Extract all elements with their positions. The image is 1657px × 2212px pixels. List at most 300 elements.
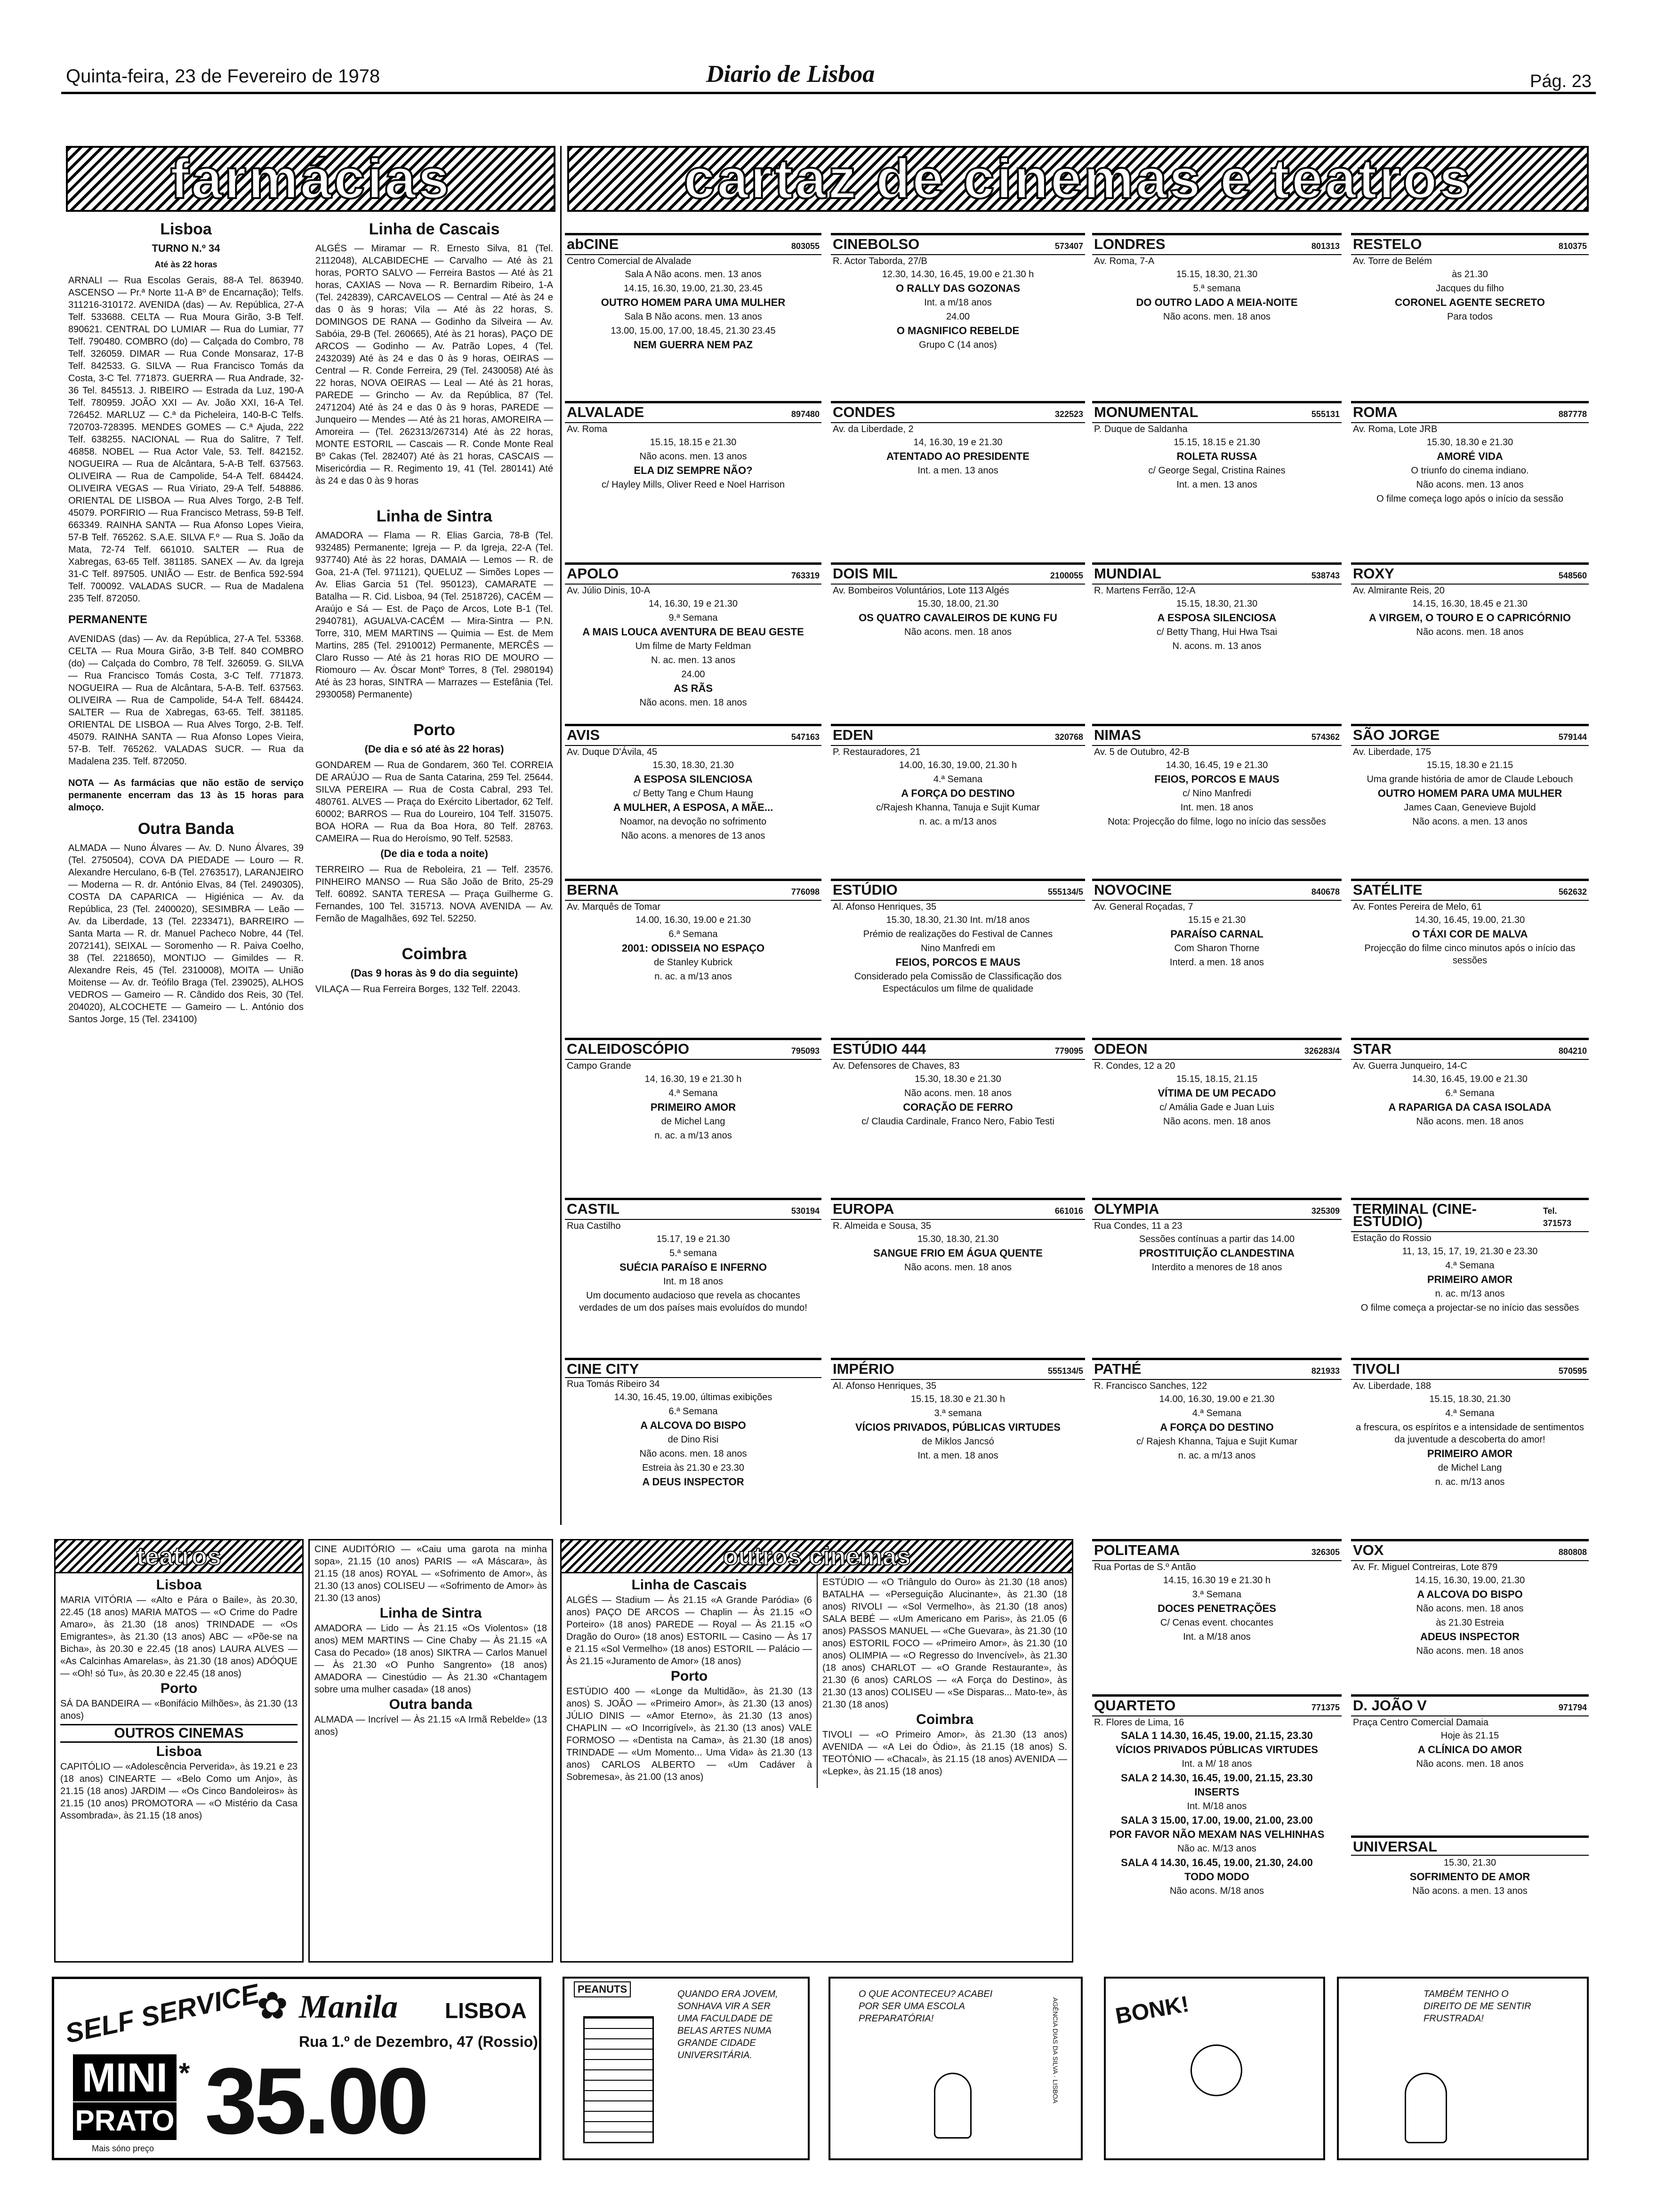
cinema-line: Não acons. a men. 13 anos xyxy=(1412,1886,1528,1896)
cinema-line: SOFRIMENTO DE AMOR xyxy=(1409,1871,1530,1883)
cinema-address: Centro Comercial de Alvalade xyxy=(565,254,821,267)
cinema-name: TIVOLI xyxy=(1353,1361,1400,1377)
header-rule xyxy=(61,92,1596,94)
teatros-box xyxy=(54,1539,304,1963)
cinema-address: Av. Almirante Reis, 20 xyxy=(1351,584,1589,597)
cinema-line: A ALCOVA DO BISPO xyxy=(640,1419,746,1431)
cinema-phone: 548560 xyxy=(1558,571,1587,580)
cinema-address: Al. Afonso Henriques, 35 xyxy=(831,900,1085,913)
cinema-address: Av. Júlio Dinis, 10-A xyxy=(565,584,821,597)
ad-prato: PRATO xyxy=(73,2102,177,2140)
cinema-line: NEM GUERRA NEM PAZ xyxy=(634,339,753,351)
cinema-name-row xyxy=(1092,726,1342,745)
cinema-line: 15.15, 18.30, 21.30 xyxy=(1176,599,1258,609)
cinema-listing xyxy=(565,724,821,873)
teatros-outra-list: ALMADA — Incrível — Às 21.15 «A Irmã Rebelde» (13 anos) xyxy=(314,1715,547,1737)
ad-mini: MINI xyxy=(73,2054,177,2101)
cinema-listing xyxy=(1351,1358,1589,1533)
cinema-phone: 555134/5 xyxy=(1047,1366,1083,1376)
cinema-address: Av. Defensores de Chaves, 83 xyxy=(831,1059,1085,1072)
cinema-line: 15.15, 18.15 e 21.30 xyxy=(1174,437,1260,448)
cinema-name-row xyxy=(1351,565,1589,584)
cinema-name-row xyxy=(831,1200,1085,1219)
cinema-name-row xyxy=(1092,565,1342,584)
cinema-line: de Stanley Kubrick xyxy=(654,957,732,968)
cinema-line: Não acons. M/18 anos xyxy=(1169,1886,1264,1896)
cinema-line: 4.ª Semana xyxy=(1445,1260,1495,1271)
cinema-name: IMPÉRIO xyxy=(833,1361,894,1377)
sintra-heading: Linha de Sintra xyxy=(376,507,492,525)
cinema-listing xyxy=(565,879,821,1032)
cinema-line: SALA 2 14.30, 16.45, 19.00, 21.15, 23.30 xyxy=(1121,1772,1313,1784)
cinema-line: Não acons. men. 18 anos xyxy=(1416,1646,1524,1656)
comic-balloon-1: QUANDO ERA JOVEM, SONHAVA VIR A SER UMA FACULDADE DE BELAS ARTES NUMA GRANDE CIDADE UNIVERSITÁRIA. xyxy=(677,1989,778,2060)
cinema-listing xyxy=(831,233,1085,395)
cinema-line: 14.00, 16.30, 19.00 e 21.30 xyxy=(1159,1394,1275,1404)
cinema-name-row xyxy=(1092,1360,1342,1379)
schoolhouse-icon xyxy=(583,2016,654,2143)
cinema-name: ALVALADE xyxy=(567,404,644,420)
cinema-address: R. Almeida e Sousa, 35 xyxy=(831,1219,1085,1232)
cinema-line: O filme começa a projectar-se no início das sessões xyxy=(1360,1303,1579,1313)
cinema-phone: 776098 xyxy=(791,887,820,897)
farmacias-col-1 xyxy=(68,214,304,1527)
cinema-line: C/ Cenas event. chocantes xyxy=(1160,1618,1274,1628)
cinema-name-row xyxy=(1351,403,1589,422)
cinema-phone: 810375 xyxy=(1558,241,1587,251)
cinema-line: OUTRO HOMEM PARA UMA MULHER xyxy=(1377,787,1562,799)
cinema-line: às 21.30 xyxy=(1452,269,1488,280)
page-number: Pág. 23 xyxy=(1530,72,1592,91)
cinema-name-row xyxy=(831,1360,1085,1379)
cinema-line: FEIOS, PORCOS E MAUS xyxy=(1154,773,1279,785)
cinema-line: Int. a men. 18 anos xyxy=(917,1451,998,1461)
cinema-line: 15.15, 18.30 e 21.30 h xyxy=(910,1394,1005,1404)
comic-credit: AGÊNCIA DIAS DA SILVA · LISBOA xyxy=(1052,1997,1059,2104)
cinema-line: PRIMEIRO AMOR xyxy=(650,1101,736,1113)
cinema-line: 4.ª Semana xyxy=(1445,1408,1495,1419)
cinema-line: 15.15, 18.30 e 21.15 xyxy=(1426,760,1513,770)
cinema-line: Um documento audacioso que revela as chocantes verdades de um dos países mais evoluídos do mundo! xyxy=(579,1290,807,1313)
cinema-line: 15.30, 18.30, 21.30 xyxy=(652,760,734,770)
ad-address: Rua 1.º de Dezembro, 47 (Rossio) xyxy=(299,2033,538,2050)
outros-cinemas-title: outros cinemas xyxy=(562,1540,1072,1573)
cinema-name-row xyxy=(1092,403,1342,422)
cinema-listing xyxy=(1351,879,1589,1032)
cinema-address: Av. Duque D'Ávila, 45 xyxy=(565,745,821,758)
cinema-line: OUTRO HOMEM PARA UMA MULHER xyxy=(601,297,786,308)
cinema-phone: Tel. 371573 xyxy=(1543,1206,1571,1228)
cinema-line: Com Sharon Thorne xyxy=(1174,943,1260,954)
teatros-sintra-list: AMADORA — Lido — Às 21.15 «Os Violentos» (18 anos) MEM MARTINS — Cine Chaby — Às 21.15 «A Casa do Pecado» (18 anos) SIKTRA — Carlos Manuel — Às 21.30 «O Punho Sangrento» (18 anos) AMADORA — Cinestúdio — Às 21.30 «Chantagem sobre uma mulher casada» (18 anos) xyxy=(314,1623,547,1695)
cinema-listing xyxy=(1351,562,1589,718)
permanente-heading: PERMANENTE xyxy=(68,613,148,626)
cinema-line: Int. a m/18 anos xyxy=(924,297,992,308)
cinema-line: 12.30, 14.30, 16.45, 19.00 e 21.30 h xyxy=(882,269,1034,280)
cinema-name: CASTIL xyxy=(567,1201,619,1217)
cinema-listing xyxy=(565,1038,821,1192)
cinema-line: de Dino Risi xyxy=(668,1435,719,1445)
cinema-line: SALA 3 15.00, 17.00, 19.00, 21.00, 23.00 xyxy=(1121,1814,1313,1826)
oc-porto-list: ESTÚDIO 400 — «Longe da Multidão», às 21.30 (13 anos) S. JOÃO — «Primeiro Amor», às 21.30 (13 anos) JÚLIO DINIS — «Amor Eterno», às 21.30 (13 anos) CHAPLIN — «O Incorrigível», às 21.30 (13 anos) VALE FORMOSO — «Dentista na Cama», às 21.30 (18 anos) TRINDADE — «Um Momento... Uma Vida» às 21.30 (13 anos) CARLOS ALBERTO — «Um Cadáver à Sobremesa», às 21.00 (13 anos) xyxy=(566,1686,812,1782)
cartaz-banner xyxy=(567,146,1589,212)
cinema-line: 3.ª semana xyxy=(934,1408,982,1419)
cinema-name-row xyxy=(1092,1541,1342,1560)
cinema-line: Int. m 18 anos xyxy=(663,1276,723,1287)
cinema-phone: 574362 xyxy=(1311,732,1340,742)
cinema-phone: 320768 xyxy=(1054,732,1083,742)
cinema-address: Rua Castilho xyxy=(565,1219,821,1232)
cinema-line: c/ Amália Gade e Juan Luis xyxy=(1159,1102,1274,1113)
cinema-line: 6.ª Semana xyxy=(668,1406,718,1417)
cinema-line: Não acons. men. 18 anos xyxy=(1163,1116,1271,1127)
porto-sub-2: (De dia e toda a noite) xyxy=(380,848,488,859)
cinema-line: 14, 16.30, 19 e 21.30 xyxy=(913,437,1003,448)
cinema-line: Sala A Não acons. men. 13 anos xyxy=(625,269,762,280)
cinema-listing xyxy=(831,1038,1085,1192)
cinema-address: Av. General Roçadas, 7 xyxy=(1092,900,1342,913)
cinema-line: TODO MODO xyxy=(1184,1871,1249,1883)
comic-balloon-4: TAMBÉM TENHO O DIREITO DE ME SENTIR FRUSTRADA! xyxy=(1424,1989,1531,2024)
cinema-line: O RALLY DAS GOZONAS xyxy=(895,282,1021,294)
character-icon-3 xyxy=(1405,2073,1447,2143)
cinema-line: Não acons. men. 13 anos xyxy=(1416,480,1524,490)
cinema-name: LONDRES xyxy=(1094,236,1166,252)
cinema-phone: 803055 xyxy=(791,241,820,251)
cinema-listing xyxy=(1092,1539,1342,1689)
cinema-line: A MULHER, A ESPOSA, A MÃE... xyxy=(613,801,773,813)
cinema-line: O MAGNIFICO REBELDE xyxy=(896,325,1020,337)
cinema-line: INSERTS xyxy=(1194,1786,1239,1798)
cinema-listing xyxy=(831,562,1085,718)
outros-cinemas-heading: OUTROS CINEMAS xyxy=(60,1724,298,1743)
cinema-name-row xyxy=(565,565,821,584)
cinema-line: VÍTIMA DE UM PECADO xyxy=(1158,1087,1276,1099)
cascais-list: ALGÉS — Miramar — R. Ernesto Silva, 81 (Tel. 2112048), ALCABIDECHE — Carvalho — Até às 21 horas, PORTO SALVO — Ferreira Bastos — Até às 21 horas, CAXIAS — Nova — R. Bernardim Ribeiro, 1-A (Tel. 242839), CARCAVELOS — Central — Até às 24 e das 0 às 9 horas; Vila — Até às 22 horas, S. DOMINGOS DE RANA — Godinho da Silveira — Av. Sabóia, 29-B (Tel. 260665), Até às 21 horas), PAÇO DE ARCOS — Godinho — Av. Patrão Lopes, 4 (Tel. 2432039) Até às 24 e das 0 às 9 horas, OEIRAS — Central — R. Conde Ferreira, 29 (Tel. 2430058) Até às 22 horas, NOVA OEIRAS — Leal — Até às 21 horas, PAREDE — Grincho — Av. da República, 87 (Tel. 2471204) Até às 24 e das 0 às 9 horas, PAREDE — Junqueiro — Mendes — Até às 21 horas, AMOREIRA — Amoreira — (Tel. 262313/267314) Até às 22 horas, MONTE ESTORIL — Cascais — R. Conde Monte Real Bº Cakas (Tel. 282407) Até às 21 horas, CASCAIS — Misericórdia — R. Regimento 19, 41 (Tel. 280141) Até às 24 e das 0 às 9 horas xyxy=(315,243,553,486)
cinema-name: NIMAS xyxy=(1094,727,1141,743)
cinema-name-row xyxy=(831,565,1085,584)
farmacias-title: farmácias xyxy=(170,147,451,210)
cinema-phone: 771375 xyxy=(1311,1703,1340,1712)
cinema-phone: 573407 xyxy=(1054,241,1083,251)
cinema-line: n. ac. a m/13 anos xyxy=(654,1130,732,1141)
cinema-name-row xyxy=(565,1040,821,1059)
cinema-line: SALA 1 14.30, 16.45, 19.00, 21.15, 23.30 xyxy=(1121,1730,1313,1741)
cinema-line: Hoje às 21.15 xyxy=(1440,1731,1499,1741)
cinema-line: Não acons. a men. 13 anos xyxy=(1412,817,1528,827)
cinema-line: VÍCIOS PRIVADOS PÚBLICAS VIRTUDES xyxy=(1116,1744,1318,1755)
cinema-name: ODEON xyxy=(1094,1041,1148,1057)
cinema-line: c/ Hayley Mills, Oliver Reed e Noel Harrison xyxy=(601,480,785,490)
cinema-address: Av. Roma xyxy=(565,422,821,435)
cinema-name: CINE CITY xyxy=(567,1361,639,1377)
cinema-line: Int. a men. 13 anos xyxy=(1176,480,1257,490)
cinema-line: 14.15, 16.30, 19.00, 21.30 xyxy=(1415,1575,1525,1586)
cinema-phone: 555134/5 xyxy=(1047,887,1083,897)
cinema-phone: 804210 xyxy=(1558,1046,1587,1056)
cinema-address: R. Martens Ferrão, 12-A xyxy=(1092,584,1342,597)
cinema-line: Não acons. men. 18 anos xyxy=(1416,627,1524,637)
cinema-line: A MAIS LOUCA AVENTURA DE BEAU GESTE xyxy=(582,626,804,638)
cinema-line: Não acons. men. 18 anos xyxy=(1416,1116,1524,1127)
cinema-phone: 887778 xyxy=(1558,409,1587,419)
cinema-name-row xyxy=(1351,1040,1589,1059)
cinema-line: POR FAVOR NÃO MEXAM NAS VELHINHAS xyxy=(1109,1828,1325,1840)
coimbra-heading: Coimbra xyxy=(402,945,467,963)
cinema-line: Não acons. men. 18 anos xyxy=(1416,1603,1524,1614)
cinema-line: PROSTITUIÇÃO CLANDESTINA xyxy=(1139,1247,1295,1259)
cinema-line: c/ Betty Tang e Chum Haung xyxy=(633,788,754,799)
cinema-line: SUÉCIA PARAÍSO E INFERNO xyxy=(619,1261,767,1273)
oc-cascais-heading: Linha de Cascais xyxy=(631,1577,747,1593)
teatros-sintra-heading: Linha de Sintra xyxy=(379,1605,482,1621)
cinema-name-row xyxy=(1351,1360,1589,1379)
ad-self-service: SELF SERVICE xyxy=(62,1978,262,2049)
cinema-name: PATHÉ xyxy=(1094,1361,1142,1377)
porto-sub: (De dia e só até às 22 horas) xyxy=(364,743,504,755)
cinema-line: Interd. a men. 18 anos xyxy=(1169,957,1264,968)
cinema-line: A ESPOSA SILENCIOSA xyxy=(634,773,753,785)
cinema-address: Rua Condes, 11 a 23 xyxy=(1092,1219,1342,1232)
cinema-line: Int. a M/18 anos xyxy=(1183,1632,1251,1642)
sintra-list: AMADORA — Flama — R. Elias Garcia, 78-B (Tel. 932485) Permanente; Igreja — P. da Igreja, 22-A (Tel. 937740) Até às 22 horas, DAMAIA — Lemos — R. de Goa, 21-A (Tel. 971121), QUELUZ — Simões Lopes — Av. Elias Garcia 51 (Tel. 950123), CAMARATE — Batalha — R. Cid. Lisboa, 94 (Tel. 2518726), CACÉM — Araújo e Sá — Est. de Paço de Arcos, Lote B-1 (Tel. 2940781), AGUALVA-CACÉM — Mira-Sintra — P.N. Torre, 310, MEM MARTINS — Quimia — Est. de Mem Martins, 285 (Tel. 2910012) Permanente, MERCÊS — Claro Russo — Até às 21 horas RIO DE MOURO — Riomouro — Av. Óscar Montº Torres, 8 (Tel. 2980194) Até às 23 horas, SINTRA — Marrazes — Estefânia (Tel. 2930058) Permanente) xyxy=(315,530,553,700)
cinema-line: 6.ª Semana xyxy=(668,929,718,939)
cinema-name: DOIS MIL xyxy=(833,565,898,582)
cinema-phone: 326283/4 xyxy=(1304,1046,1340,1056)
cinema-phone: 840678 xyxy=(1311,887,1340,897)
comic-panel-4 xyxy=(1337,1977,1589,2160)
cinema-listing xyxy=(1092,1198,1342,1352)
cinema-listing xyxy=(565,562,821,718)
ad-asterisk: * xyxy=(179,2057,190,2089)
cinema-line: Sala B Não acons. men. 13 anos xyxy=(624,312,762,322)
cinema-line: DOCES PENETRAÇÕES xyxy=(1158,1603,1276,1614)
cinema-phone: 763319 xyxy=(791,571,820,580)
cinema-line: c/ Betty Thang, Hui Hwa Tsai xyxy=(1156,627,1278,637)
cinema-line: A FORÇA DO DESTINO xyxy=(901,787,1015,799)
cinema-line: A DEUS INSPECTOR xyxy=(642,1476,744,1488)
cinema-line: Int. a men. 13 anos xyxy=(917,465,998,476)
cinema-address: Av. Fontes Pereira de Melo, 61 xyxy=(1351,900,1589,913)
cinema-listing xyxy=(1351,233,1589,395)
cinema-line: Não acons. men. 18 anos xyxy=(1163,312,1271,322)
porto-list-2: TERREIRO — Rua de Reboleira, 21 — Telf. 23576. PINHEIRO MANSO — Rua São João de Brito, 25-29 Telf. 60892. SANTA TERESA — Praça Guilherme G. Fernandes, 100 Tel. 315713. NOVA AVENIDA — Av. Fernão de Magalhães, 692 Tel. 52250. xyxy=(315,865,553,924)
cinema-address: Av. Bombeiros Voluntários, Lote 113 Algés xyxy=(831,584,1085,597)
cinema-line: Considerado pela Comissão de Classificação dos Espectáculos um filme de qualidade xyxy=(854,971,1062,994)
cinema-listing xyxy=(1351,1198,1589,1352)
cinema-line: DO OUTRO LADO A MEIA-NOITE xyxy=(1136,297,1298,308)
cinema-line: Projecção do filme cinco minutos após o início das sessões xyxy=(1364,943,1576,966)
cinema-name-row xyxy=(831,403,1085,422)
ad-lisboa: LISBOA xyxy=(445,1998,527,2023)
cinema-line: Estreia às 21.30 e 23.30 xyxy=(642,1463,744,1473)
cinema-name-row xyxy=(565,1200,821,1219)
cinema-phone: 880808 xyxy=(1558,1547,1587,1557)
cinema-name: BERNA xyxy=(567,882,619,898)
cinema-phone: 801313 xyxy=(1311,241,1340,251)
coimbra-list: VILAÇA — Rua Ferreira Borges, 132 Telf. 22043. xyxy=(315,984,521,994)
cinema-name: ROMA xyxy=(1353,404,1398,420)
cinema-line: Não acons. men. 18 anos xyxy=(639,697,747,708)
cinema-line: n. ac. a m/13 anos xyxy=(919,817,997,827)
cinema-line: de Miklos Jancsó xyxy=(922,1436,994,1447)
cinema-line: Uma grande história de amor de Claude Lebouch xyxy=(1367,774,1573,785)
cinema-listing xyxy=(565,1358,821,1524)
cinema-line: Grupo C (14 anos) xyxy=(919,340,997,350)
cinema-line: CORAÇÃO DE FERRO xyxy=(903,1101,1013,1113)
comic-panel-2 xyxy=(828,1977,1083,2160)
cinema-listing xyxy=(1092,1694,1342,1898)
cinema-line: 14.30, 16.45, 19.00, últimas exibições xyxy=(614,1392,772,1403)
cinema-name: SÃO JORGE xyxy=(1353,727,1440,743)
cinema-phone: 897480 xyxy=(791,409,820,419)
coimbra-sub: (Das 9 horas às 9 do dia seguinte) xyxy=(350,967,518,979)
cinema-line: FEIOS, PORCOS E MAUS xyxy=(895,956,1021,968)
cinema-line: N. ac. men. 13 anos xyxy=(651,655,735,665)
cinema-name: EUROPA xyxy=(833,1201,894,1217)
cinema-phone: 325309 xyxy=(1311,1206,1340,1216)
cinema-line: ELA DIZ SEMPRE NÃO? xyxy=(634,465,753,476)
nota: NOTA — As farmácias que não estão de serviço permanente encerram das 13 às 15 horas para almoço. xyxy=(68,778,304,813)
cinema-line: 5.ª semana xyxy=(1193,283,1241,294)
cinema-name: VOX xyxy=(1353,1542,1384,1558)
farmacias-col-2 xyxy=(315,214,553,1527)
cinema-phone: 530194 xyxy=(791,1206,820,1216)
cinema-line: Jacques du filho xyxy=(1436,283,1504,294)
cinema-line: a frescura, os espíritos e a intensidade de sentimentos da juventude a descoberta do amor! xyxy=(1356,1422,1584,1445)
character-icon xyxy=(934,2073,972,2139)
column-divider xyxy=(560,146,562,1525)
cinema-name-row xyxy=(565,1360,821,1377)
teatros-box-col2 xyxy=(308,1539,553,1963)
cinema-line: 4.ª Semana xyxy=(668,1088,718,1098)
cinema-line: Int. M/18 anos xyxy=(1187,1801,1247,1811)
cinema-line: Nota: Projecção do filme, logo no início das sessões xyxy=(1108,817,1326,827)
teatros-porto-list: SÁ DA BANDEIRA — «Bonifácio Milhões», às 21.30 (13 anos) xyxy=(60,1699,298,1721)
cinema-line: 14, 16.30, 19 e 21.30 h xyxy=(644,1074,742,1084)
cinema-name-row xyxy=(1092,1200,1342,1219)
cinema-line: 14.30, 16.45, 19.00, 21.30 xyxy=(1415,915,1525,925)
cinema-name: CALEIDOSCÓPIO xyxy=(567,1041,690,1057)
cinema-line: 4.ª Semana xyxy=(933,774,983,785)
cinema-address: R. Flores de Lima, 16 xyxy=(1092,1715,1342,1729)
cinema-line: PARAÍSO CARNAL xyxy=(1170,928,1263,940)
cinema-address: P. Duque de Saldanha xyxy=(1092,422,1342,435)
ad-note: Mais sóno preço xyxy=(92,2144,154,2153)
cinema-line: 3.ª Semana xyxy=(1192,1589,1242,1600)
cinema-line: N. acons. m. 13 anos xyxy=(1172,641,1262,651)
cinema-listing xyxy=(1092,879,1342,1032)
cinema-address: Estação do Rossio xyxy=(1351,1231,1589,1244)
cinema-line: Não ac. M/13 anos xyxy=(1177,1843,1256,1854)
cinema-line: Não acons. a menores de 13 anos xyxy=(621,831,765,841)
cinema-line: 15.30, 18.30, 21.30 xyxy=(917,1234,999,1244)
cinema-line: 15.15, 18.30, 21.30 xyxy=(1176,269,1258,280)
cinema-line: 15.15, 18.15 e 21.30 xyxy=(650,437,737,448)
ad-price: 35.00 xyxy=(205,2049,426,2154)
outros-cinemas-box xyxy=(560,1539,1073,1963)
cinema-line: ROLETA RUSSA xyxy=(1176,450,1257,462)
character-icon-2 xyxy=(1190,2044,1242,2096)
cinema-name-row xyxy=(1351,1541,1589,1560)
cinema-name-row xyxy=(831,235,1085,254)
cinema-line: A VIRGEM, O TOURO E O CAPRICÓRNIO xyxy=(1368,612,1571,624)
cinema-line: 2001: ODISSEIA NO ESPAÇO xyxy=(621,942,765,954)
cinema-line: A ESPOSA SILENCIOSA xyxy=(1157,612,1277,624)
cinema-line: 15.30, 18.30, 21.30 Int. m/18 anos xyxy=(886,915,1030,925)
cinema-line: A ALCOVA DO BISPO xyxy=(1417,1588,1523,1600)
cinema-name-row xyxy=(1351,881,1589,900)
cinema-line: 15.30, 18.00, 21.30 xyxy=(917,599,999,609)
cinema-line: de Michel Lang xyxy=(661,1116,725,1127)
cinema-line: 15.15, 18.30, 21.30 xyxy=(1429,1394,1511,1404)
cinema-line: 6.ª Semana xyxy=(1445,1088,1495,1098)
cinema-name: ROXY xyxy=(1353,565,1394,582)
cinema-phone: 538743 xyxy=(1311,571,1340,580)
cinema-line: 15.15 e 21.30 xyxy=(1188,915,1246,925)
cinema-name-row xyxy=(1351,1200,1589,1231)
cinema-name-row xyxy=(831,1040,1085,1059)
cinema-line: Não acons. men. 18 anos xyxy=(904,1088,1012,1098)
cinema-line: ATENTADO AO PRESIDENTE xyxy=(886,450,1030,462)
oc-coimbra-heading: Coimbra xyxy=(916,1712,973,1727)
cinema-address: Al. Afonso Henriques, 35 xyxy=(831,1379,1085,1392)
cinema-line: 14.15, 16.30, 18.45 e 21.30 xyxy=(1412,599,1528,609)
cinema-listing xyxy=(1092,724,1342,873)
cinema-listing xyxy=(1351,1038,1589,1192)
comic-panel-3 xyxy=(1104,1977,1325,2160)
cinema-line: Prémio de realizações do Festival de Cannes xyxy=(863,929,1053,939)
cinema-line: A RAPARIGA DA CASA ISOLADA xyxy=(1388,1101,1552,1113)
cinema-line: 24.00 xyxy=(946,312,970,322)
oc-porto-heading: Porto xyxy=(670,1668,708,1684)
palm-tree-icon: ✿ xyxy=(257,1985,289,2027)
cinema-name-row xyxy=(831,726,1085,745)
cinema-address: Campo Grande xyxy=(565,1059,821,1072)
cinema-name: APOLO xyxy=(567,565,619,582)
cinema-line: PRIMEIRO AMOR xyxy=(1427,1274,1513,1285)
cinema-name: RESTELO xyxy=(1353,236,1422,252)
cinema-name: POLITEAMA xyxy=(1094,1542,1180,1558)
cinema-line: Para todos xyxy=(1447,312,1493,322)
cinema-line: VÍCIOS PRIVADOS, PÚBLICAS VIRTUDES xyxy=(855,1421,1061,1433)
comic-panel-1 xyxy=(563,1977,810,2160)
cinema-address: Av. Marquês de Tomar xyxy=(565,900,821,913)
cinema-name: CONDES xyxy=(833,404,895,420)
cinema-line: 14, 16.30, 19 e 21.30 xyxy=(648,599,738,609)
cinema-name: MONUMENTAL xyxy=(1094,404,1199,420)
cinema-line: Não acons. men. 18 anos xyxy=(904,1262,1012,1273)
comic-balloon-2: O QUE ACONTECEU? ACABEI POR SER UMA ESCOLA PREPARATÓRIA! xyxy=(859,1989,993,2024)
outra-banda-list: ALMADA — Nuno Álvares — Av. D. Nuno Álvares, 39 (Tel. 2750504), COVA DA PIEDADE — Louro — R. Alexandre Herculano, 6-B (Tel. 2763517), LARANJEIRO — Moderna — R. dr. António Elvas, 84 (Tel. 2490305), COSTA DA CAPARICA — Higiénica — Av. da República, 23 (Tel. 2400020), SESIMBRA — Leão — Av. da Liberdade, 13 (Tel. 2233471), BARREIRO — Santa Marta — R. dr. Manuel Pacheco Nobre, 44 (Tel. 2072141), SEIXAL — Soromenho — R. Paiva Coelho, 38 (Tel. 2218650), MONTIJO — Gimildes — R. Alexandre Reis, 45 (Tel. 2310008), MOITA — União Moitense — Av. dr. Teófilo Braga (Tel. 239025), ALHOS VEDROS — Gameiro — R. Cândido dos Reis, 30 (Tel. 204020), ALCOCHETE — Gameiro — L. António dos Santos Jorge, 15 (Tel. 234100) xyxy=(68,843,304,1025)
cinema-listing xyxy=(1092,401,1342,557)
cinema-line: OS QUATRO CAVALEIROS DE KUNG FU xyxy=(859,612,1057,624)
cinema-address: Av. Liberdade, 175 xyxy=(1351,745,1589,758)
cinema-address: Rua Tomás Ribeiro 34 xyxy=(565,1377,821,1390)
cinema-line: 24.00 xyxy=(681,669,705,680)
cinema-line: 15.30, 18.30 e 21.30 xyxy=(1426,437,1513,448)
cinema-line: 13.00, 15.00, 17.00, 18.45, 21.30 23.45 xyxy=(611,326,776,336)
cinema-line: Não acons. men. 18 anos xyxy=(639,1449,747,1459)
cinema-listing xyxy=(831,1358,1085,1524)
cinema-name-row xyxy=(1351,1697,1589,1715)
cinema-address: Av. 5 de Outubro, 42-B xyxy=(1092,745,1342,758)
cinema-name: UNIVERSAL xyxy=(1353,1838,1438,1855)
oc-cascais-list: ALGÉS — Stadium — Às 21.15 «A Grande Paródia» (6 anos) PAÇO DE ARCOS — Chaplin — Às 21.15 «O Porteiro» (18 anos) PAREDE — Royal — Às 21.15 «O Dragão do Ouro» (18 anos) ESTORIL — Casino — Às 17 e 21.15 «Sol Vermelho» (18 anos) ESTORIL — Palácio — Às 21.15 «Juramento de Amor» (18 anos) xyxy=(566,1595,812,1667)
cinema-line: de Michel Lang xyxy=(1438,1463,1502,1473)
cinema-phone: 547163 xyxy=(791,732,820,742)
header-date: Quinta-feira, 23 de Fevereiro de 1978 xyxy=(66,66,380,87)
